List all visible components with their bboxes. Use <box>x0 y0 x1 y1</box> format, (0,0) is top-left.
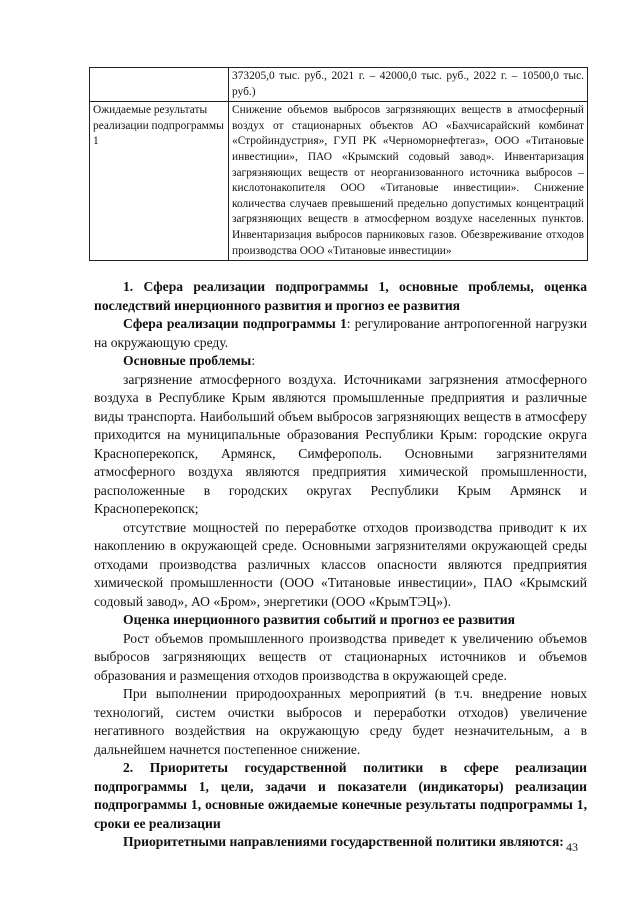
sphere-label: Сфера реализации подпрограммы 1 <box>123 316 347 331</box>
problems-heading <box>94 352 587 371</box>
document-body <box>94 278 587 852</box>
table-row <box>90 68 588 102</box>
table-cell-expected-results: Снижение объемов выбросов загрязняющих веществ в атмосферный воздух от стационарных объектов АО «Бахчисарайский комбинат «Стройиндустрия», ГУП РК «Черноморнефтегаз», ООО «Титановые инвестиции», ПАО «Крымский содовый завод». Инвентаризация загрязняющих веществ от неорганизованного источника выбросов – кислотонакопителя ООО «Титановые инвестиции». Снижение количества случаев превышений предельно допустимых концентраций загрязняющих веществ в атмосферном воздухе населенных пунктов. Инвентаризация выбросов парниковых газов. Обезвреживание отходов производства ООО «Титановые инвестиции» <box>229 102 588 261</box>
priorities-paragraph: Приоритетными направлениями государственной политики являются: <box>123 834 564 849</box>
table-cell-financing: 373205,0 тыс. руб., 2021 г. – 42000,0 тыс. руб., 2022 г. – 10500,0 тыс. руб.) <box>229 68 588 102</box>
table-cell-label: Ожидаемые результаты реализации подпрограммы 1 <box>90 102 229 261</box>
problems-label: Основные проблемы <box>123 353 252 368</box>
problems-colon: : <box>251 353 256 368</box>
measures-paragraph: При выполнении природоохранных мероприятий (в т.ч. внедрение новых технологий, систем очистки выбросов и переработки отходов) увеличение негативного воздействия на окружающую среду будет незначительным, а в дальнейшем начнется постепенное снижение. <box>94 686 587 757</box>
sphere-paragraph <box>94 315 587 352</box>
section-heading-1: 1. Сфера реализации подпрограммы 1, основные проблемы, оценка последствий инерционного развития и прогноз ее развития <box>94 279 587 313</box>
waste-paragraph: отсутствие мощностей по переработке отходов производства приводит к их накоплению в окружающей среде. Основными загрязнителями окружающей среды отходами производства различных классов опасности являются предприятия химической промышленности (ООО «Титановые инвестиции», ПАО «Крымский содовый завод», АО «Бром», энергетики (ООО «КрымТЭЦ»). <box>94 519 587 609</box>
air-pollution-paragraph: загрязнение атмосферного воздуха. Источниками загрязнения атмосферного воздуха в Республике Крым являются промышленные предприятия и различные виды транспорта. Наибольший объем выбросов загрязняющих веществ в атмосферу приходится на муниципальные образования Республики Крым: городские округа Красноперекопск, Армянск, Симферополь. Основными загрязнителями атмосферного воздуха являются предприятия химической промышленности, расположенные в городских округах Республики Крым Армянск и Красноперекопск; <box>94 371 587 516</box>
table-cell-label <box>90 68 229 102</box>
table-row <box>90 102 588 261</box>
subprogram-passport-table <box>89 67 588 261</box>
page-number: 43 <box>566 840 578 854</box>
sphere-text: : регулирование антропогенной нагрузки на окружающую среду. <box>94 316 587 350</box>
section-heading-2: 2. Приоритеты государственной политики в сфере реализации подпрограммы 1, цели, задачи и показатели (индикаторы) реализации подпрограммы 1, основные ожидаемые конечные результаты подпрограммы 1, сроки ее реализации <box>94 760 587 831</box>
growth-paragraph: Рост объемов промышленного производства приведет к увеличению объемов выбросов загрязняющих веществ от стационарных источников и объемов образования и размещения отходов производства в окружающей среде. <box>94 630 587 683</box>
forecast-heading: Оценка инерционного развития событий и прогноз ее развития <box>123 612 515 627</box>
